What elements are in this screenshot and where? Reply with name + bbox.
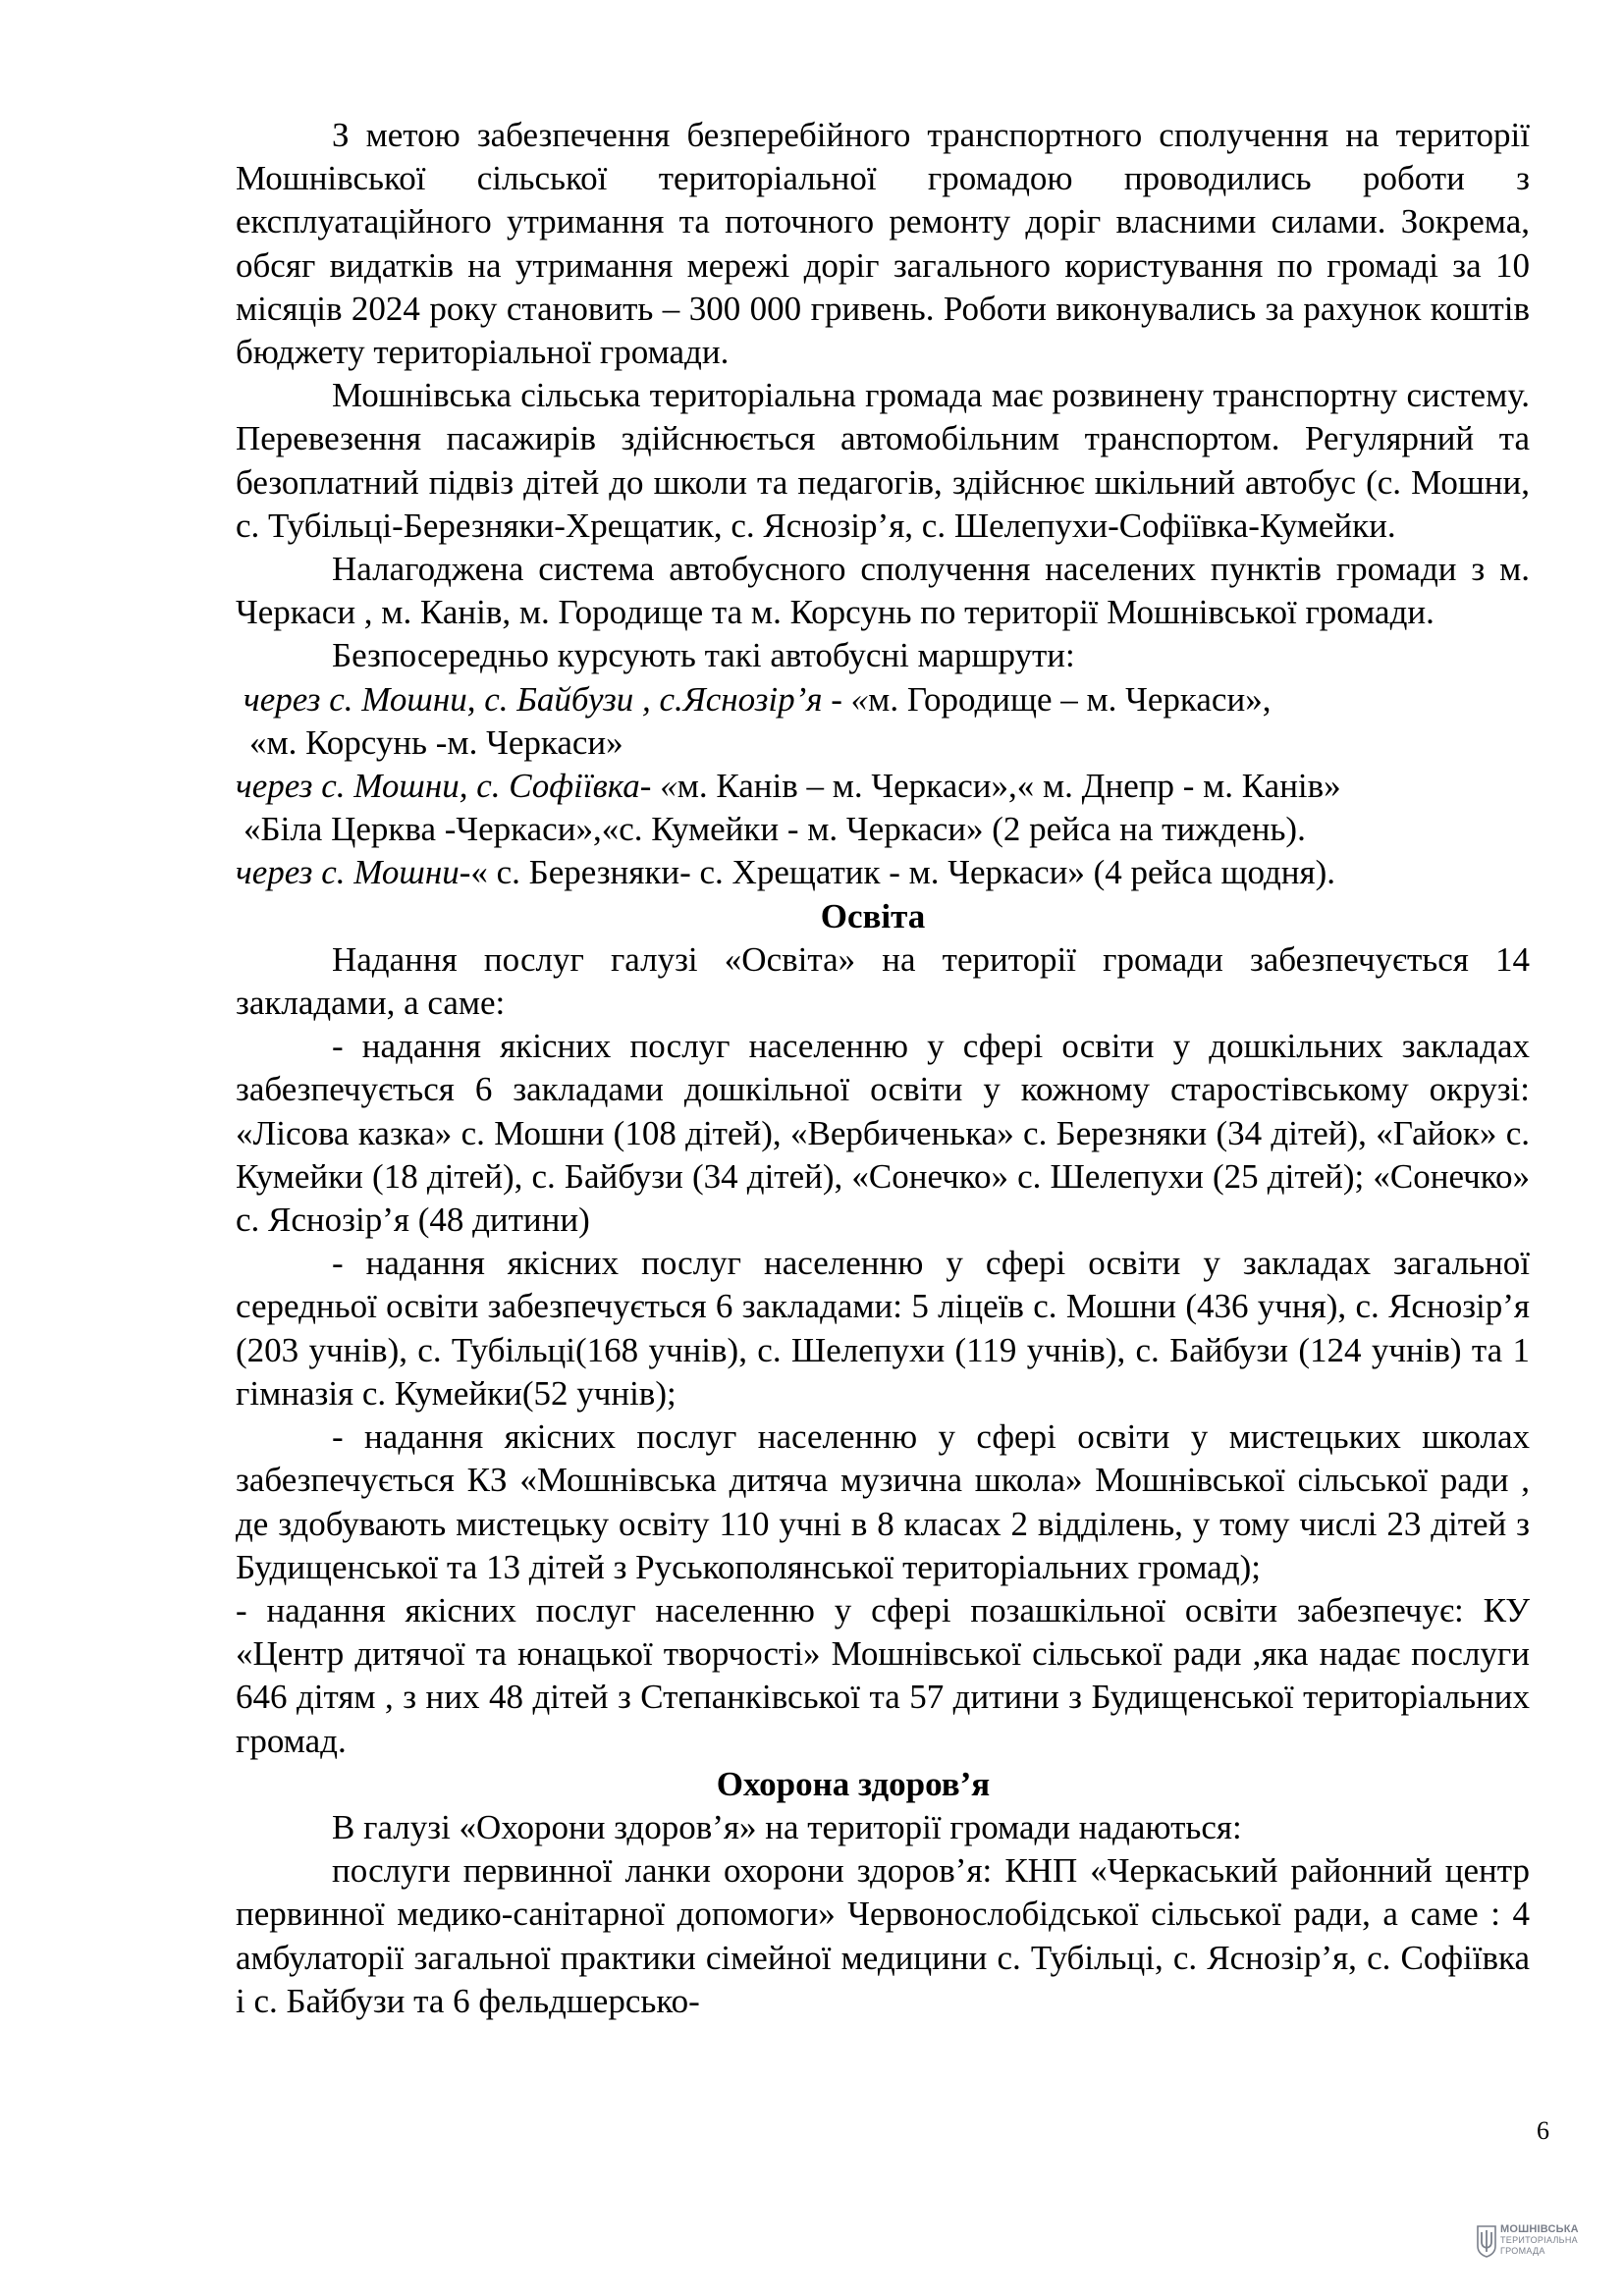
paragraph-health-intro: В галузі «Охорони здоров’я» на території громади надаються: [332,1807,1242,1846]
section-heading-health: Охорона здоров’я [716,1764,991,1803]
logo-line-2: ТЕРИТОРІАЛЬНА [1500,2235,1578,2245]
route-2-via: через с. Мошни, с. Софіївка- « [236,767,677,806]
route-line-2 [236,765,1530,808]
route-1-text: м. Городище – м. Черкаси», [868,679,1272,719]
route-1-via: через с. Мошни, с. Байбузи , с.Яснозір’я - « [244,679,869,719]
route-line-3 [236,851,1530,894]
paragraph-education-intro: Надання послуг галузі «Освіта» на території громади забезпечується 14 закладами, а саме: [236,939,1530,1023]
paragraph-bus-connections: Налагоджена система автобусного сполучення населених пунктів громади з м. Черкаси , м. Канів, м. Городище та м. Корсунь по території Мошнівської громади. [236,550,1530,632]
logo-line-1: МОШНІВСЬКА [1500,2223,1579,2235]
logo-text [1500,2224,1579,2257]
community-logo [1475,2220,1622,2266]
list-item-extracurricular: - надання якісних послуг населенню у сфері позашкільної освіти забезпечує: КУ «Центр дитячої та юнацької творчості» Мошнівської сільської ради ,яка надає послуги 646 дітям , з них 48 дітей з Степанківської та 57 дитини з Будищенської територіальних громад. [236,1590,1530,1760]
route-3-text: « с. Березняки- с. Хрещатик - м. Черкаси» (4 рейса щодня). [470,853,1335,892]
list-item-art-schools: - надання якісних послуг населенню у сфері освіти у мистецьких школах забезпечується КЗ «Мошнівська дитяча музична школа» Мошнівської сільської ради , де здобувають мистецьку освіту 110 учні в 8 класах 2 відділень, у тому числі 23 дітей з Будищенської та 13 дітей з Руськополянської територіальних громад); [236,1417,1530,1586]
route-line-1 [236,678,1530,721]
route-3-via: через с. Мошни- [236,853,471,892]
route-line-1b: «м. Корсунь -м. Черкаси» [249,722,623,762]
list-item-general-secondary: - надання якісних послуг населенню у сфері освіти у закладах загальної середньої освіти забезпечується 6 закладами: 5 ліцеїв с. Мошни (436 учня), с. Яснозір’я (203 учнів), с. Тубільці(168 учнів), с. Шелепухи (119 учнів), с. Байбузи (124 учнів) та 1 гімназія с. Кумейки(52 учнів); [236,1244,1530,1413]
logo-line-3: ГРОМАДА [1500,2246,1545,2256]
list-item-preschool: - надання якісних послуг населенню у сфері освіти у дошкільних закладах забезпечується 6 закладами дошкільної освіти у кожному старостівському окрузі: «Лісова казка» с. Мошни (108 дітей), «Вербиченька» с. Березняки (34 дітей), «Гайок» с. Кумейки (18 дітей), с. Байбузи (34 дітей), «Сонечко» с. Шелепухи (25 дітей); «Сонечко» с. Яснозір’я (48 дитини) [236,1027,1530,1240]
section-heading-education: Освіта [820,896,926,935]
route-line-2b: «Біла Церква -Черкаси»,«с. Кумейки - м. Черкаси» (2 рейса на тиждень). [244,810,1306,849]
paragraph-primary-care: послуги первинної ланки охорони здоров’я: КНП «Черкаський районний центр первинної медико-санітарної допомоги» Червонослобідської сільської ради, а саме : 4 амбулаторії загальної практики сімейної медицини с. Тубільці, с. Яснозір’я, с. Софіївка і с. Байбузи та 6 фельдшерсько- [236,1851,1530,2020]
document-body [236,114,1530,2023]
paragraph-transport-system: Мошнівська сільська територіальна громада має розвинену транспортну систему. Перевезення пасажирів здійснюється автомобільним транспортом. Регулярний та безоплатний підвіз дітей до школи та педагогів, здійснює шкільний автобус (с. Мошни, с. Тубільці-Березняки-Хрещатик, с. Яснозір’я, с. Шелепухи-Софіївка-Кумейки. [236,376,1530,545]
page-number: 6 [1537,2116,1549,2145]
route-2-text: м. Канів – м. Черкаси»,« м. Днепр - м. Канів» [677,767,1341,806]
paragraph-routes-intro: Безпосередньо курсують такі автобусні маршрути: [332,636,1075,675]
paragraph-road-maintenance: З метою забезпечення безперебійного транспортного сполучення на території Мошнівської сільської територіальної громадою проводились роботи з експлуатаційного утримання та поточного ремонту доріг власними силами. Зокрема, обсяг видатків на утримання мережі доріг загального користування по громаді за 10 місяців 2024 року становить – 300 000 гривень. Роботи виконувались за рахунок коштів бюджету територіальної громади. [236,116,1530,372]
trident-coat-of-arms-icon [1477,2224,1496,2258]
